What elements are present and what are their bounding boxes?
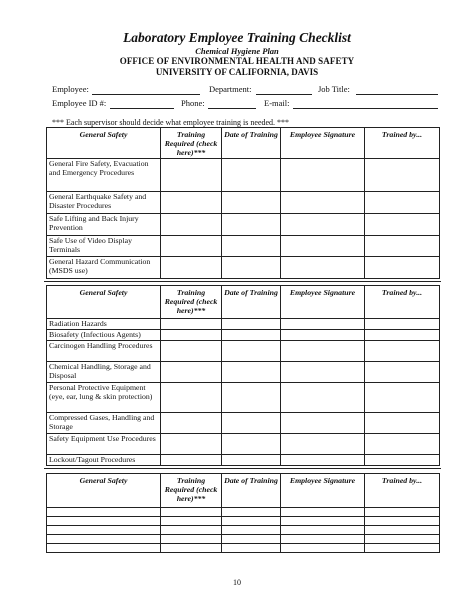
job-title-label: Job Title: (318, 84, 350, 94)
trained-by-cell[interactable] (365, 535, 440, 544)
divider (44, 281, 441, 282)
phone-label: Phone: (181, 98, 205, 108)
page-number: 10 (233, 578, 241, 587)
training-required-cell[interactable] (161, 455, 222, 466)
date-cell[interactable] (222, 413, 281, 434)
signature-cell[interactable] (281, 413, 365, 434)
trained-by-cell[interactable] (365, 544, 440, 553)
email-label: E-mail: (264, 98, 290, 108)
column-header-trained-by: Trained by... (365, 128, 440, 159)
date-cell[interactable] (222, 434, 281, 455)
training-topic: Compressed Gases, Handling and Storage (47, 413, 161, 434)
date-cell[interactable] (222, 159, 281, 192)
university-name: UNIVERSITY OF CALIFORNIA, DAVIS (155, 67, 319, 77)
training-topic: Chemical Handling, Storage and Disposal (47, 362, 161, 383)
training-required-cell[interactable] (161, 517, 222, 526)
signature-cell[interactable] (281, 236, 365, 257)
date-cell[interactable] (222, 535, 281, 544)
column-header-date-of-training: Date of Training (222, 128, 281, 159)
trained-by-cell[interactable] (365, 517, 440, 526)
table-row (47, 434, 440, 455)
table-row (47, 257, 440, 279)
training-topic-cell[interactable] (47, 508, 161, 517)
training-topic: Personal Protective Equipment (eye, ear, lung & skin protection) (47, 383, 161, 413)
date-cell[interactable] (222, 257, 281, 279)
training-required-cell[interactable] (161, 236, 222, 257)
signature-cell[interactable] (281, 257, 365, 279)
document-subtitle: Chemical Hygiene Plan (195, 46, 279, 56)
date-cell[interactable] (222, 330, 281, 341)
date-cell[interactable] (222, 517, 281, 526)
signature-cell[interactable] (281, 192, 365, 214)
signature-cell[interactable] (281, 159, 365, 192)
table-row (47, 341, 440, 362)
training-required-cell[interactable] (161, 544, 222, 553)
trained-by-cell[interactable] (365, 526, 440, 535)
table-row (47, 526, 440, 535)
training-topic-cell[interactable] (47, 517, 161, 526)
trained-by-cell[interactable] (365, 434, 440, 455)
column-header-general-safety: General Safety (47, 128, 161, 159)
training-topic: General Hazard Communication (MSDS use) (47, 257, 161, 279)
trained-by-cell[interactable] (365, 214, 440, 236)
date-cell[interactable] (222, 455, 281, 466)
column-header-date-of-training: Date of Training (222, 286, 281, 319)
column-header-employee-signature: Employee Signature (281, 128, 365, 159)
employee-label: Employee: (52, 84, 89, 94)
table-row (47, 535, 440, 544)
table-row (47, 413, 440, 434)
trained-by-cell[interactable] (365, 159, 440, 192)
table-row (47, 319, 440, 330)
training-topic: Biosafety (Infectious Agents) (47, 330, 161, 341)
supervisor-note: *** Each supervisor should decide what employee training is needed. *** (52, 118, 290, 127)
trained-by-cell[interactable] (365, 341, 440, 362)
table-row (47, 383, 440, 413)
divider (44, 468, 441, 469)
training-required-cell[interactable] (161, 383, 222, 413)
table-row (47, 362, 440, 383)
signature-cell[interactable] (281, 383, 365, 413)
date-cell[interactable] (222, 214, 281, 236)
training-topic: Safe Use of Video Display Terminals (47, 236, 161, 257)
signature-cell[interactable] (281, 455, 365, 466)
signature-cell[interactable] (281, 526, 365, 535)
signature-cell[interactable] (281, 517, 365, 526)
column-header-trained-by: Trained by... (365, 286, 440, 319)
training-required-cell[interactable] (161, 413, 222, 434)
training-required-cell[interactable] (161, 159, 222, 192)
department-label: Department: (209, 84, 252, 94)
column-header-general-safety: General Safety (47, 286, 161, 319)
table-row (47, 508, 440, 517)
signature-cell[interactable] (281, 544, 365, 553)
training-required-cell[interactable] (161, 434, 222, 455)
column-header-training-required: Training Required (check here)*** (161, 474, 222, 508)
training-topic: Carcinogen Handling Procedures (47, 341, 161, 362)
phone-field[interactable] (208, 108, 256, 109)
email-field[interactable] (293, 108, 438, 109)
training-topic: General Fire Safety, Evacuation and Emergency Procedures (47, 159, 161, 192)
trained-by-cell[interactable] (365, 257, 440, 279)
signature-cell[interactable] (281, 214, 365, 236)
table-row (47, 214, 440, 236)
column-header-training-required: Training Required (check here)*** (161, 286, 222, 319)
trained-by-cell[interactable] (365, 455, 440, 466)
signature-cell[interactable] (281, 319, 365, 330)
trained-by-cell[interactable] (365, 319, 440, 330)
employee-id-label: Employee ID #: (52, 98, 107, 108)
trained-by-cell[interactable] (365, 413, 440, 434)
date-cell[interactable] (222, 319, 281, 330)
training-table-3 (46, 473, 440, 553)
table-row (47, 192, 440, 214)
employee-field[interactable] (92, 94, 200, 95)
trained-by-cell[interactable] (365, 330, 440, 341)
training-required-cell[interactable] (161, 362, 222, 383)
training-required-cell[interactable] (161, 319, 222, 330)
signature-cell[interactable] (281, 508, 365, 517)
date-cell[interactable] (222, 508, 281, 517)
table-row (47, 159, 440, 192)
department-field[interactable] (256, 94, 312, 95)
training-required-cell[interactable] (161, 214, 222, 236)
training-topic: General Earthquake Safety and Disaster Procedures (47, 192, 161, 214)
date-cell[interactable] (222, 383, 281, 413)
training-topic: Lockout/Tagout Procedures (47, 455, 161, 466)
date-cell[interactable] (222, 526, 281, 535)
document-title: Laboratory Employee Training Checklist (123, 30, 351, 45)
column-header-general-safety: General Safety (47, 474, 161, 508)
training-topic-cell[interactable] (47, 535, 161, 544)
training-table-2 (46, 285, 440, 466)
office-name: OFFICE OF ENVIRONMENTAL HEALTH AND SAFETY (119, 56, 355, 66)
training-table-1 (46, 127, 440, 279)
training-required-cell[interactable] (161, 257, 222, 279)
trained-by-cell[interactable] (365, 362, 440, 383)
table-row (47, 544, 440, 553)
table-row (47, 455, 440, 466)
column-header-employee-signature: Employee Signature (281, 474, 365, 508)
column-header-date-of-training: Date of Training (222, 474, 281, 508)
job-title-field[interactable] (356, 94, 438, 95)
training-topic: Radiation Hazards (47, 319, 161, 330)
table-row (47, 517, 440, 526)
signature-cell[interactable] (281, 362, 365, 383)
training-topic-cell[interactable] (47, 526, 161, 535)
column-header-trained-by: Trained by... (365, 474, 440, 508)
table-row (47, 330, 440, 341)
date-cell[interactable] (222, 192, 281, 214)
table-row (47, 236, 440, 257)
signature-cell[interactable] (281, 330, 365, 341)
column-header-employee-signature: Employee Signature (281, 286, 365, 319)
column-header-training-required: Training Required (check here)*** (161, 128, 222, 159)
signature-cell[interactable] (281, 535, 365, 544)
training-required-cell[interactable] (161, 508, 222, 517)
signature-cell[interactable] (281, 341, 365, 362)
training-required-cell[interactable] (161, 341, 222, 362)
date-cell[interactable] (222, 544, 281, 553)
trained-by-cell[interactable] (365, 192, 440, 214)
trained-by-cell[interactable] (365, 383, 440, 413)
training-required-cell[interactable] (161, 192, 222, 214)
training-topic: Safety Equipment Use Procedures (47, 434, 161, 455)
date-cell[interactable] (222, 362, 281, 383)
training-required-cell[interactable] (161, 526, 222, 535)
signature-cell[interactable] (281, 434, 365, 455)
trained-by-cell[interactable] (365, 236, 440, 257)
date-cell[interactable] (222, 341, 281, 362)
training-required-cell[interactable] (161, 535, 222, 544)
employee-id-field[interactable] (110, 108, 174, 109)
training-topic-cell[interactable] (47, 544, 161, 553)
training-required-cell[interactable] (161, 330, 222, 341)
date-cell[interactable] (222, 236, 281, 257)
training-topic: Safe Lifting and Back Injury Prevention (47, 214, 161, 236)
trained-by-cell[interactable] (365, 508, 440, 517)
